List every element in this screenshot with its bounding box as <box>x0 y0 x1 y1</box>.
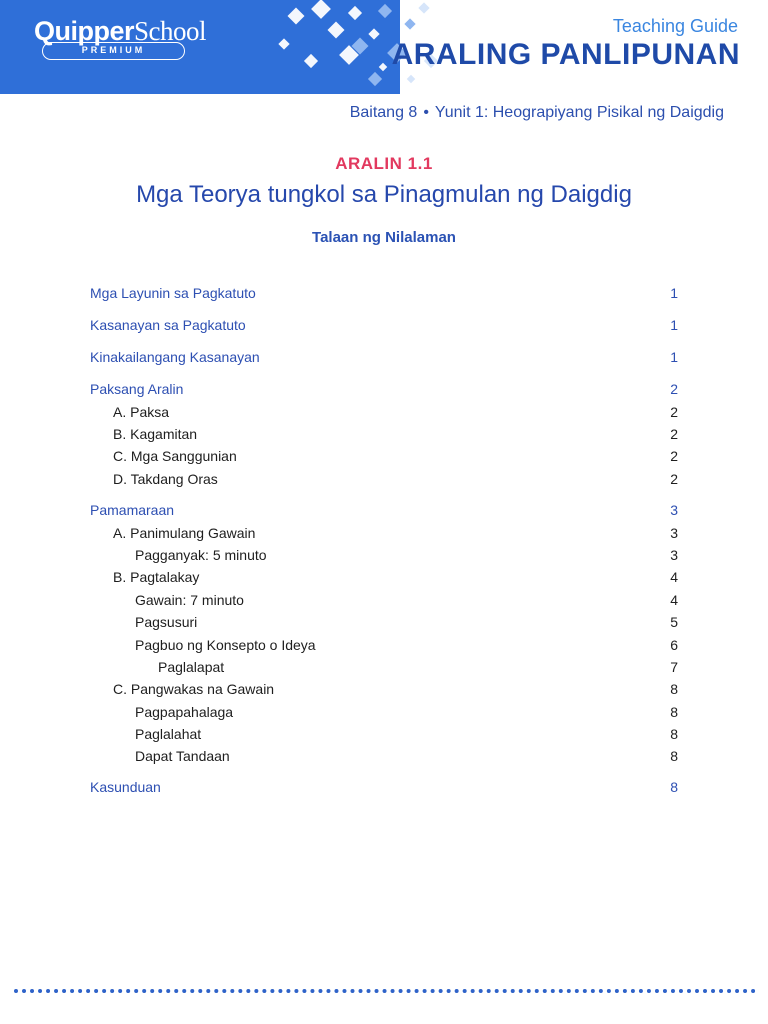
toc-entry-page: 8 <box>670 704 678 720</box>
toc-entry-label: Pamamaraan <box>90 502 175 518</box>
toc-entry-page: 2 <box>670 381 678 397</box>
toc-entry[interactable] <box>90 283 680 303</box>
subject-title: ARALING PANLIPUNAN <box>391 38 740 71</box>
teaching-guide-label: Teaching Guide <box>612 16 738 36</box>
toc-entry[interactable] <box>90 402 680 422</box>
toc-entry-page: 3 <box>670 525 678 541</box>
footer-dotted-divider <box>14 989 756 993</box>
toc-entry-label: C. Mga Sanggunian <box>113 448 237 464</box>
toc-entry[interactable] <box>90 523 680 543</box>
toc-entry[interactable] <box>90 746 680 766</box>
toc-entry-label: Pagganyak: 5 minuto <box>135 547 267 563</box>
toc-entry-page: 5 <box>670 614 678 630</box>
table-of-contents-title: Talaan ng Nilalaman <box>312 229 456 246</box>
toc-entry-page: 2 <box>670 448 678 464</box>
toc-entry[interactable] <box>90 777 680 797</box>
toc-entry-page: 7 <box>670 659 678 675</box>
toc-entry-page: 2 <box>670 471 678 487</box>
toc-entry-page: 2 <box>670 426 678 442</box>
toc-entry-label: Gawain: 7 minuto <box>135 592 244 608</box>
toc-entry-label: A. Panimulang Gawain <box>113 525 256 541</box>
grade-label: Baitang 8 <box>349 104 418 121</box>
toc-entry[interactable] <box>90 635 680 655</box>
toc-entry-page: 6 <box>670 637 678 653</box>
toc-entry-label: Pagsusuri <box>135 614 198 630</box>
toc-entry-page: 1 <box>670 349 678 365</box>
toc-entry[interactable] <box>90 379 680 399</box>
toc-entry-label: Pagbuo ng Konsepto o Ideya <box>135 637 316 653</box>
toc-entry[interactable] <box>90 469 680 489</box>
toc-entry-label: Kasunduan <box>90 779 161 795</box>
toc-entry-label: D. Takdang Oras <box>113 471 218 487</box>
toc-entry-label: Paglalahat <box>135 726 202 742</box>
toc-entry[interactable] <box>90 679 680 699</box>
toc-entry-page: 3 <box>670 502 678 518</box>
toc-entry[interactable] <box>90 657 680 677</box>
toc-entry[interactable] <box>90 724 680 744</box>
toc-entry[interactable] <box>90 612 680 632</box>
toc-entry[interactable] <box>90 567 680 587</box>
lesson-title: Mga Teorya tungkol sa Pinagmulan ng Daigdig <box>136 181 632 208</box>
toc-entry[interactable] <box>90 446 680 466</box>
unit-label: Yunit 1: Heograpiyang Pisikal ng Daigdig <box>434 104 724 121</box>
toc-entry-label: Paglalapat <box>158 659 225 675</box>
toc-entry-page: 4 <box>670 569 678 585</box>
lesson-number: ARALIN 1.1 <box>335 154 433 173</box>
premium-badge: PREMIUM <box>42 42 185 60</box>
logo-brand-regular: School <box>134 16 207 46</box>
toc-entry-page: 1 <box>670 285 678 301</box>
toc-entry-page: 8 <box>670 726 678 742</box>
logo-brand-bold: Quipper <box>34 16 135 46</box>
toc-entry-label: Kinakailangang Kasanayan <box>90 349 260 365</box>
toc-entry[interactable] <box>90 424 680 444</box>
toc-entry-page: 8 <box>670 748 678 764</box>
toc-entry-page: 1 <box>670 317 678 333</box>
toc-entry[interactable] <box>90 590 680 610</box>
toc-entry-label: Paksang Aralin <box>90 381 184 397</box>
toc-entry-page: 8 <box>670 779 678 795</box>
toc-entry-label: C. Pangwakas na Gawain <box>113 681 275 697</box>
toc-entry[interactable] <box>90 545 680 565</box>
toc-entry-label: Pagpapahalaga <box>135 704 234 720</box>
toc-entry[interactable] <box>90 347 680 367</box>
toc-entry-label: Dapat Tandaan <box>135 748 230 764</box>
toc-entry[interactable] <box>90 315 680 335</box>
toc-entry-label: B. Pagtalakay <box>113 569 200 585</box>
toc-entry-label: B. Kagamitan <box>113 426 198 442</box>
toc-entry[interactable] <box>90 702 680 722</box>
toc-entry-page: 3 <box>670 547 678 563</box>
toc-entry-label: Kasanayan sa Pagkatuto <box>90 317 246 333</box>
toc-entry-label: Mga Layunin sa Pagkatuto <box>90 285 256 301</box>
toc-entry[interactable] <box>90 500 680 520</box>
toc-entry-page: 2 <box>670 404 678 420</box>
toc-entry-page: 8 <box>670 681 678 697</box>
toc-entry-label: A. Paksa <box>113 404 170 420</box>
toc-entry-page: 4 <box>670 592 678 608</box>
separator-dot: • <box>423 104 429 121</box>
